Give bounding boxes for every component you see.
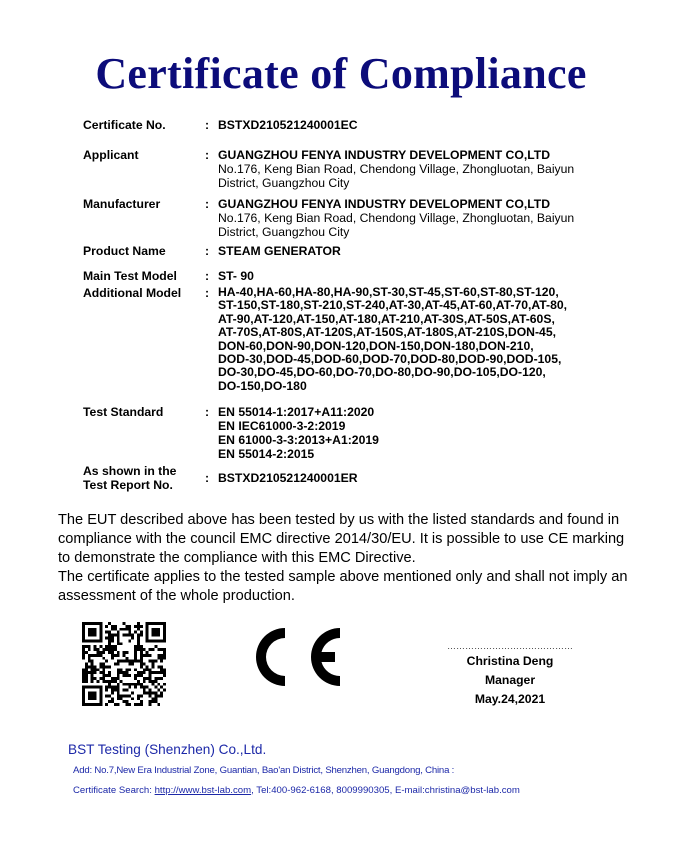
footer-company: BST Testing (Shenzhen) Co.,Ltd. — [68, 742, 267, 757]
manufacturer-address-line2: District, Guangzhou City — [218, 225, 350, 239]
field-value — [218, 244, 598, 258]
additional-models — [218, 286, 598, 393]
field-colon: : — [205, 286, 210, 300]
search-link[interactable]: http://www.bst-lab.com — [154, 785, 252, 796]
model-line: AT-70S,AT-80S,AT-120S,AT-150S,AT-180S,AT-210S,DON-45, — [218, 325, 556, 340]
field-label: Certificate No. — [83, 118, 166, 132]
signatory-role: Manager — [484, 673, 536, 687]
applicant-address-line1: No.176, Keng Bian Road, Chendong Village, Zhongluotan, Baiyun — [218, 162, 575, 176]
model-line: DO-150,DO-180 — [218, 378, 307, 393]
field-label: Manufacturer — [83, 197, 161, 211]
field-label — [83, 464, 198, 492]
test-standards — [218, 405, 598, 461]
field-colon: : — [205, 471, 210, 485]
standard-item: EN 55014-1:2017+A11:2020 — [218, 405, 375, 419]
model-line: ST-150,ST-180,ST-210,ST-240,AT-30,AT-45,AT-60,AT-70,AT-80, — [218, 298, 568, 313]
model-line: DON-60,DON-90,DON-120,DON-150,DON-180,DON-210, — [218, 338, 534, 353]
field-colon: : — [205, 405, 210, 419]
search-label: Certificate Search: — [73, 785, 155, 796]
field-label: Product Name — [83, 244, 166, 258]
applicant-address-line2: District, Guangzhou City — [218, 176, 350, 190]
field-label: Applicant — [83, 148, 139, 162]
product-name: STEAM GENERATOR — [218, 244, 341, 258]
footer-search — [73, 784, 520, 798]
certificate-title: Certificate of Compliance — [95, 49, 587, 98]
qr-code-icon — [82, 622, 166, 706]
field-value — [218, 269, 598, 283]
field-colon: : — [205, 269, 210, 283]
signature-line: …………………………………… — [447, 641, 573, 651]
ce-mark-icon — [245, 622, 343, 692]
statement-paragraph-2: The certificate applies to the tested sample above mentioned only and shall not imply an assessment of the whole production. — [58, 569, 628, 604]
field-colon: : — [205, 118, 210, 132]
test-report-number: BSTXD210521240001ER — [218, 471, 358, 485]
signature-block — [445, 640, 575, 709]
standard-item: EN IEC61000-3-2:2019 — [218, 419, 346, 433]
field-colon: : — [205, 244, 210, 258]
signatory-name: Christina Deng — [466, 654, 554, 668]
footer-contact: , Tel:400-962-6168, 8009990305, E-mail:christina@bst-lab.com — [251, 785, 520, 796]
field-value — [218, 148, 598, 190]
certificate-number: BSTXD210521240001EC — [218, 118, 358, 132]
field-value — [218, 471, 598, 485]
model-line: DOD-30,DOD-45,DOD-60,DOD-70,DOD-80,DOD-90,DOD-105, — [218, 352, 562, 367]
model-line: HA-40,HA-60,HA-80,HA-90,ST-30,ST-45,ST-60,ST-80,ST-120, — [218, 285, 559, 299]
applicant-name: GUANGZHOU FENYA INDUSTRY DEVELOPMENT CO,LTD — [218, 148, 551, 162]
field-colon: : — [205, 148, 210, 162]
signature-date: May.24,2021 — [474, 692, 546, 706]
manufacturer-name: GUANGZHOU FENYA INDUSTRY DEVELOPMENT CO,LTD — [218, 197, 551, 211]
test-report-label-line2: Test Report No. — [83, 478, 173, 492]
field-value — [218, 197, 598, 239]
main-test-model: ST- 90 — [218, 269, 254, 283]
field-label: Additional Model — [83, 286, 182, 300]
statement-paragraph-1: The EUT described above has been tested by us with the listed standards and found in compliance with the council EMC directive 2014/30/EU. It is possible to use CE marking to demonstrate the compliance with this EMC Directive. — [58, 512, 625, 566]
footer — [68, 742, 520, 798]
test-report-label-line1: As shown in the — [83, 464, 177, 478]
field-value — [218, 118, 598, 132]
model-line: DO-30,DO-45,DO-60,DO-70,DO-80,DO-90,DO-105,DO-120, — [218, 365, 546, 380]
compliance-statement — [58, 511, 628, 606]
field-label: Main Test Model — [83, 269, 177, 283]
model-line: AT-90,AT-120,AT-150,AT-180,AT-210,AT-30S,AT-50S,AT-60S, — [218, 311, 555, 326]
manufacturer-address-line1: No.176, Keng Bian Road, Chendong Village, Zhongluotan, Baiyun — [218, 211, 575, 225]
standard-item: EN 61000-3-3:2013+A1:2019 — [218, 433, 379, 447]
standard-item: EN 55014-2:2015 — [218, 447, 315, 461]
field-colon: : — [205, 197, 210, 211]
field-label: Test Standard — [83, 405, 164, 419]
footer-address: Add: No.7,New Era Industrial Zone, Guantian, Bao'an District, Shenzhen, Guangdong, China : — [73, 765, 455, 776]
